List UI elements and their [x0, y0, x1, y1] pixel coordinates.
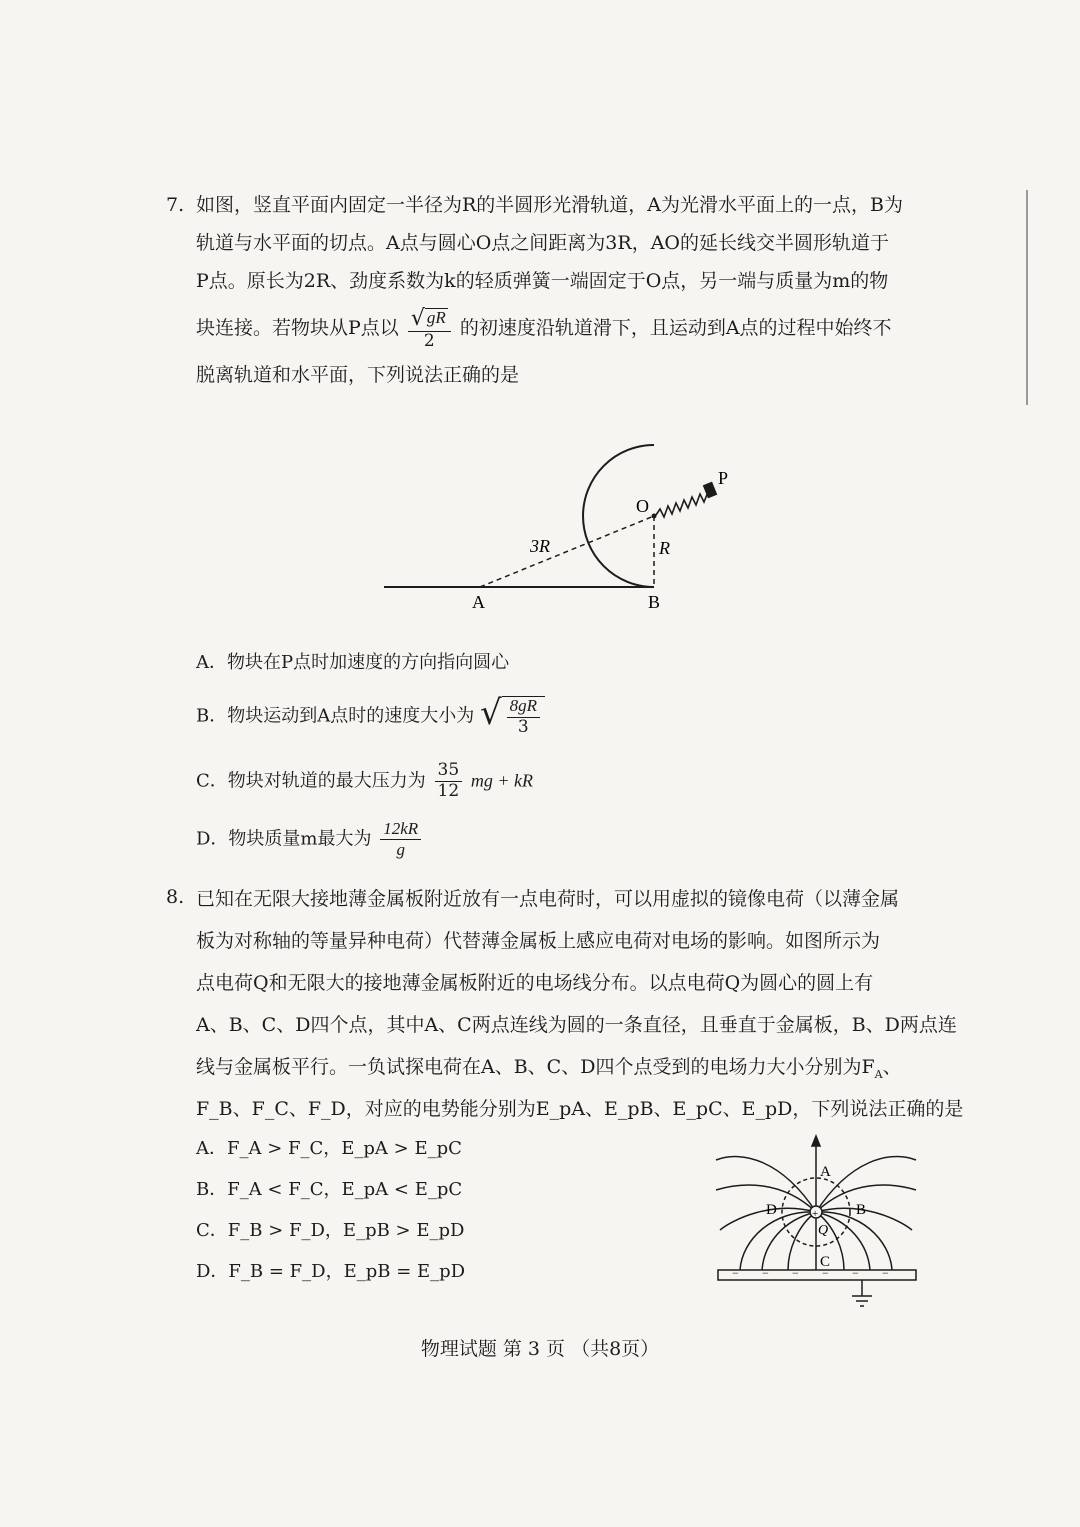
block [703, 482, 718, 499]
q8-line-5 [196, 1046, 926, 1088]
option-d-denominator: g [396, 839, 405, 859]
q7-line-1: 如图，竖直平面内固定一半径为R的半圆形光滑轨道，A为光滑水平面上的一点，B为 [196, 194, 903, 216]
svg-text:−: − [882, 1266, 889, 1280]
label-O: O [636, 496, 649, 516]
track-diagram [380, 440, 740, 620]
label-B: B [648, 592, 661, 612]
plus-sign: + [812, 1208, 819, 1220]
option-b-denominator: 3 [517, 716, 529, 737]
spring [656, 492, 708, 517]
q7-line-5: 脱离轨道和水平面，下列说法正确的是 [196, 364, 520, 386]
field-line-left-4 [740, 1212, 816, 1270]
frac-denominator: 2 [423, 330, 435, 351]
label-C: C [820, 1254, 831, 1270]
label-D: D [766, 1202, 777, 1218]
center-O [652, 514, 657, 519]
q7-line-4-post: 的初速度沿轨道滑下，且运动到A点的过程中始终不 [459, 317, 892, 339]
question-7 [166, 186, 926, 394]
q8-line-5-sub: A [874, 1067, 883, 1081]
q7-option-a: A．物块在P点时加速度的方向指向圆心 [196, 652, 510, 673]
option-d-numerator: 12kR [380, 820, 421, 840]
option-c-tail: mg + kR [470, 770, 534, 791]
arrow-up [812, 1136, 820, 1146]
frac-numerator: gR [426, 307, 446, 327]
q8-line-5-text: 线与金属板平行。一负试探电荷在A、B、C、D四个点受到的电场力大小分别为F [196, 1056, 875, 1078]
q7-option-c [196, 762, 533, 801]
semicircle-track [583, 445, 654, 587]
q8-line-2: 板为对称轴的等量异种电荷）代替薄金属板上感应电荷对电场的影响。如图所示为 [196, 930, 881, 952]
q8-line-1: 已知在无限大接地薄金属板附近放有一点电荷时，可以用虚拟的镜像电荷（以薄金属 [196, 888, 900, 910]
svg-text:−: − [822, 1266, 829, 1280]
q8-line-4: A、B、C、D四个点，其中A、C两点连线为圆的一条直径，且垂直于金属板，B、D两点连 [196, 1014, 957, 1036]
field-line-left-6 [788, 1212, 816, 1270]
option-d-fraction [380, 820, 421, 859]
q7-option-d-text: D．物块质量m最大为 [196, 828, 372, 850]
field-line-diagram [712, 1130, 922, 1310]
label-A: A [472, 592, 485, 612]
q7-option-b [196, 693, 545, 737]
option-b-numerator: 8gR [509, 696, 538, 715]
line-AO [480, 516, 654, 587]
q8-option-c: C．F_B > F_D，E_pB > E_pD [196, 1220, 465, 1241]
q7-option-b-text: B．物块运动到A点时的速度大小为 [196, 705, 475, 727]
q7-line-3: P点。原长为2R、劲度系数为k的轻质弹簧一端固定于O点，另一端与质量为m的物 [196, 270, 889, 292]
svg-text:−: − [732, 1266, 739, 1280]
q8-option-d: D．F_B = F_D，E_pB = E_pD [196, 1261, 466, 1282]
question-number: 8. [166, 886, 185, 908]
q8-line-3: 点电荷Q和无限大的接地薄金属板附近的电场线分布。以点电荷Q为圆心的圆上有 [196, 972, 874, 994]
speed-root: √ $\frac{8gR}{3}$ [480, 696, 545, 737]
label-A: A [820, 1164, 831, 1180]
label-Q: Q [818, 1223, 829, 1238]
label-3R: 3R [530, 536, 550, 556]
label-P: P [718, 468, 729, 488]
q8-line-6: F_B、F_C、F_D，对应的电势能分别为E_pA、E_pB、E_pC、E_pD，下列说法正确的是 [196, 1098, 964, 1120]
q7-line-4 [196, 300, 926, 356]
page-footer: 物理试题 第 3 页 （共8页） [420, 1338, 660, 1360]
q7-line-4-pre: 块连接。若物块从P点以 [196, 317, 399, 339]
label-R: R [659, 538, 670, 558]
option-c-denominator: 12 [437, 780, 460, 801]
q7-option-d [196, 820, 424, 859]
option-c-numerator: 35 [435, 762, 463, 782]
q8-option-b: B．F_A < F_C，E_pA < E_pC [196, 1179, 463, 1200]
q8-line-5-end: 、 [882, 1056, 902, 1078]
q7-line-2: 轨道与水平面的切点。A点与圆心O点之间距离为3R，AO的延长线交半圆形轨道于 [196, 232, 889, 254]
option-c-fraction [435, 762, 463, 801]
q7-option-c-text: C．物块对轨道的最大压力为 [196, 770, 426, 792]
svg-text:−: − [792, 1266, 799, 1280]
question-number: 7. [166, 194, 185, 216]
label-B: B [856, 1202, 867, 1218]
scan-edge-line [1026, 190, 1028, 405]
q8-option-a: A．F_A > F_C，E_pA > E_pC [196, 1138, 462, 1159]
question-8 [166, 878, 964, 1130]
svg-text:−: − [762, 1266, 769, 1280]
svg-text:−: − [852, 1266, 859, 1280]
initial-speed-fraction: √ gR 2 [408, 308, 451, 351]
